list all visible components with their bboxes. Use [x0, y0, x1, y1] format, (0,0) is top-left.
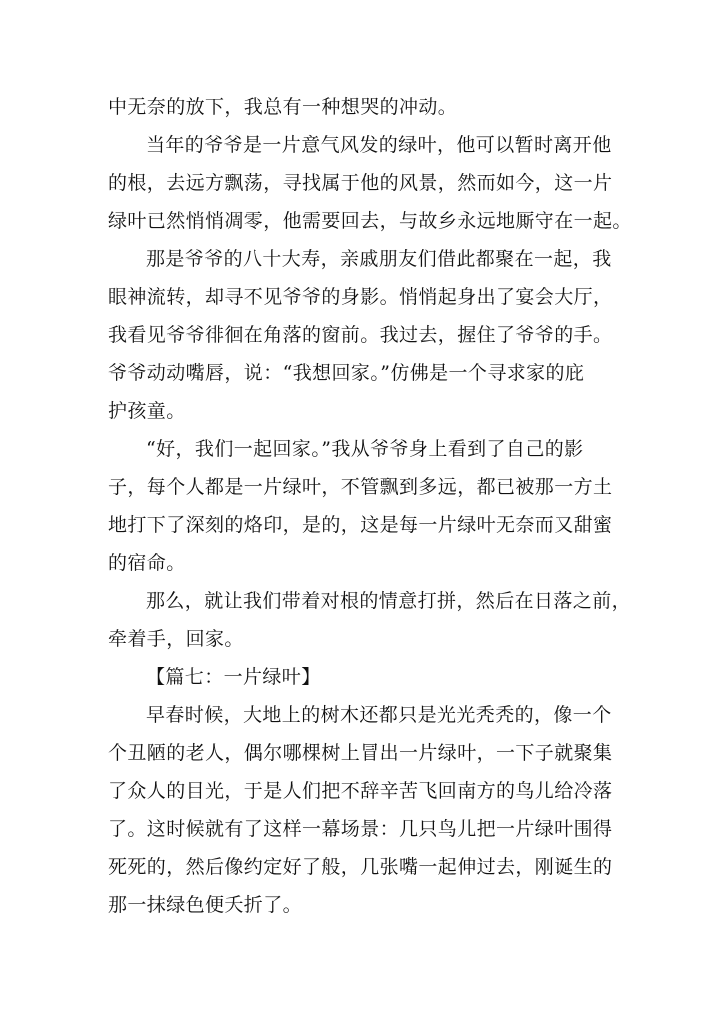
text-line-3: 的根，去远方飘荡，寻找属于他的风景，然而如今，这一片	[108, 172, 613, 194]
text-line-21: 死死的，然后像约定好了般，几张嘴一起伸过去，刚诞生的	[108, 856, 613, 878]
text-line-15: 牵着手，回家。	[108, 628, 244, 650]
text-line-19: 了众人的目光，于是人们把不辞辛苦飞回南方的鸟儿给冷落	[108, 780, 613, 802]
text-line-17: 早春时候，大地上的树木还都只是光光秃秃的，像一个	[146, 704, 612, 726]
text-line-11: 子，每个人都是一片绿叶，不管飘到多远，都已被那一方土	[108, 476, 613, 498]
text-line-6: 眼神流转，却寻不见爷爷的身影。悄悄起身出了宴会大厅，	[108, 286, 613, 308]
text-line-9: 护孩童。	[108, 400, 186, 422]
text-line-20: 了。这时候就有了这样一幕场景：几只鸟儿把一片绿叶围得	[108, 818, 613, 840]
text-line-4: 绿叶已然悄悄凋零，他需要回去，与故乡永远地厮守在一起。	[108, 210, 632, 232]
text-line-5: 那是爷爷的八十大寿，亲戚朋友们借此都聚在一起，我	[146, 248, 612, 270]
text-line-14: 那么，就让我们带着对根的情意打拼，然后在日落之前，	[146, 590, 632, 612]
section-heading: 【篇七：一片绿叶】	[146, 666, 321, 688]
text-line-18: 个丑陋的老人，偶尔哪棵树上冒出一片绿叶，一下子就聚集	[108, 742, 613, 764]
text-line-13: 的宿命。	[108, 552, 186, 574]
text-line-12: 地打下了深刻的烙印，是的，这是每一片绿叶无奈而又甜蜜	[108, 514, 613, 536]
text-line-2: 当年的爷爷是一片意气风发的绿叶，他可以暂时离开他	[146, 134, 612, 156]
text-line-8: 爷爷动动嘴唇，说：“我想回家。”仿佛是一个寻求家的庇	[108, 362, 585, 384]
text-line-1: 中无奈的放下，我总有一种想哭的冲动。	[108, 96, 458, 118]
text-line-10: “好，我们一起回家。”我从爷爷身上看到了自己的影	[146, 438, 584, 460]
text-line-7: 我看见爷爷徘徊在角落的窗前。我过去，握住了爷爷的手。	[108, 324, 613, 346]
text-line-22: 那一抹绿色便夭折了。	[108, 894, 303, 916]
